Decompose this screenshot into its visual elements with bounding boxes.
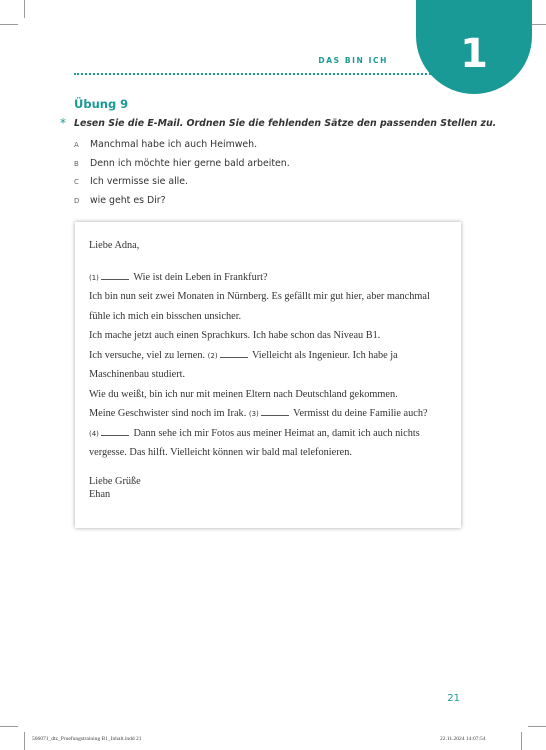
option-item (74, 139, 290, 158)
option-letter: D (74, 196, 80, 205)
section-label: DAS BIN ICH (318, 56, 388, 65)
crop-mark (521, 732, 522, 750)
gap-blank-3[interactable] (261, 407, 289, 416)
dotted-divider (74, 73, 446, 75)
option-item (74, 158, 290, 177)
gap-number: (4) (89, 429, 99, 438)
option-letter: B (74, 159, 79, 168)
gap-number: (1) (89, 273, 99, 282)
email-text-segment: Meine Geschwister sind noch im Irak. (89, 408, 247, 419)
option-letter: A (74, 141, 79, 149)
option-text: Denn ich möchte hier gerne bald arbeiten. (90, 157, 290, 169)
email-line (89, 346, 453, 366)
crop-mark (528, 726, 546, 727)
email-line: Ich bin nun seit zwei Monaten in Nürnberg. Es gefällt mir gut hier, aber manchmal (89, 291, 430, 302)
email-text (89, 236, 453, 501)
crop-mark (0, 24, 18, 25)
gap-blank-4[interactable] (101, 427, 129, 436)
gap-blank-2[interactable] (220, 349, 248, 358)
email-text-segment: Dann sehe ich mir Fotos aus meiner Heimat an, damit ich auch nichts (133, 427, 420, 439)
option-text: wie geht es Dir? (90, 194, 166, 206)
email-line (89, 424, 453, 444)
email-closing: Liebe Grüße (89, 475, 141, 487)
email-text-segment: Wie ist dein Leben in Frankfurt? (133, 271, 268, 283)
crop-mark (0, 726, 18, 727)
exercise-instruction: Lesen Sie die E-Mail. Ordnen Sie die fehlenden Sätze den passenden Stellen zu. (74, 118, 497, 129)
chapter-number: 1 (460, 31, 488, 77)
option-item (74, 176, 290, 195)
crop-mark (24, 0, 25, 18)
gap-number: (2) (207, 351, 218, 360)
option-item (74, 195, 290, 214)
email-greeting: Liebe Adna, (89, 240, 140, 251)
gap-number: (3) (248, 410, 259, 418)
email-signature: Ehan (89, 488, 111, 500)
email-line (89, 268, 453, 288)
email-line: Ich mache jetzt auch einen Sprachkurs. Ich habe schon das Niveau B1. (89, 330, 381, 341)
email-text-segment: Vermisst du deine Familie auch? (293, 408, 428, 419)
page-number: 21 (447, 693, 460, 704)
star-icon: * (60, 116, 66, 130)
exercise-title: Übung 9 (74, 97, 129, 111)
email-text-segment: Vielleicht als Ingenieur. Ich habe ja (251, 349, 398, 361)
crop-mark (24, 732, 25, 750)
email-line: Wie du weißt, bin ich nur mit meinen Eltern nach Deutschland gekommen. (89, 388, 398, 400)
email-line (89, 404, 453, 424)
option-text: Manchmal habe ich auch Heimweh. (90, 139, 258, 150)
email-line: vergesse. Das hilft. Vielleicht können wir bald mal telefonieren. (89, 447, 352, 458)
option-letter: C (74, 178, 79, 186)
email-line: fühle ich mich ein bisschen unsicher. (89, 310, 242, 322)
gap-blank-1[interactable] (101, 271, 129, 280)
email-text-segment: Ich versuche, viel zu lernen. (89, 349, 206, 361)
option-list (74, 139, 290, 213)
print-slug-date: 22.11.2024 14:07:54 (440, 736, 486, 742)
email-line: Maschinenbau studiert. (89, 369, 186, 380)
option-text: Ich vermisse sie alle. (90, 176, 189, 187)
print-slug-file: 566071_dtz_Pruefungstraining B1_Inhalt.indd 21 (32, 736, 142, 742)
